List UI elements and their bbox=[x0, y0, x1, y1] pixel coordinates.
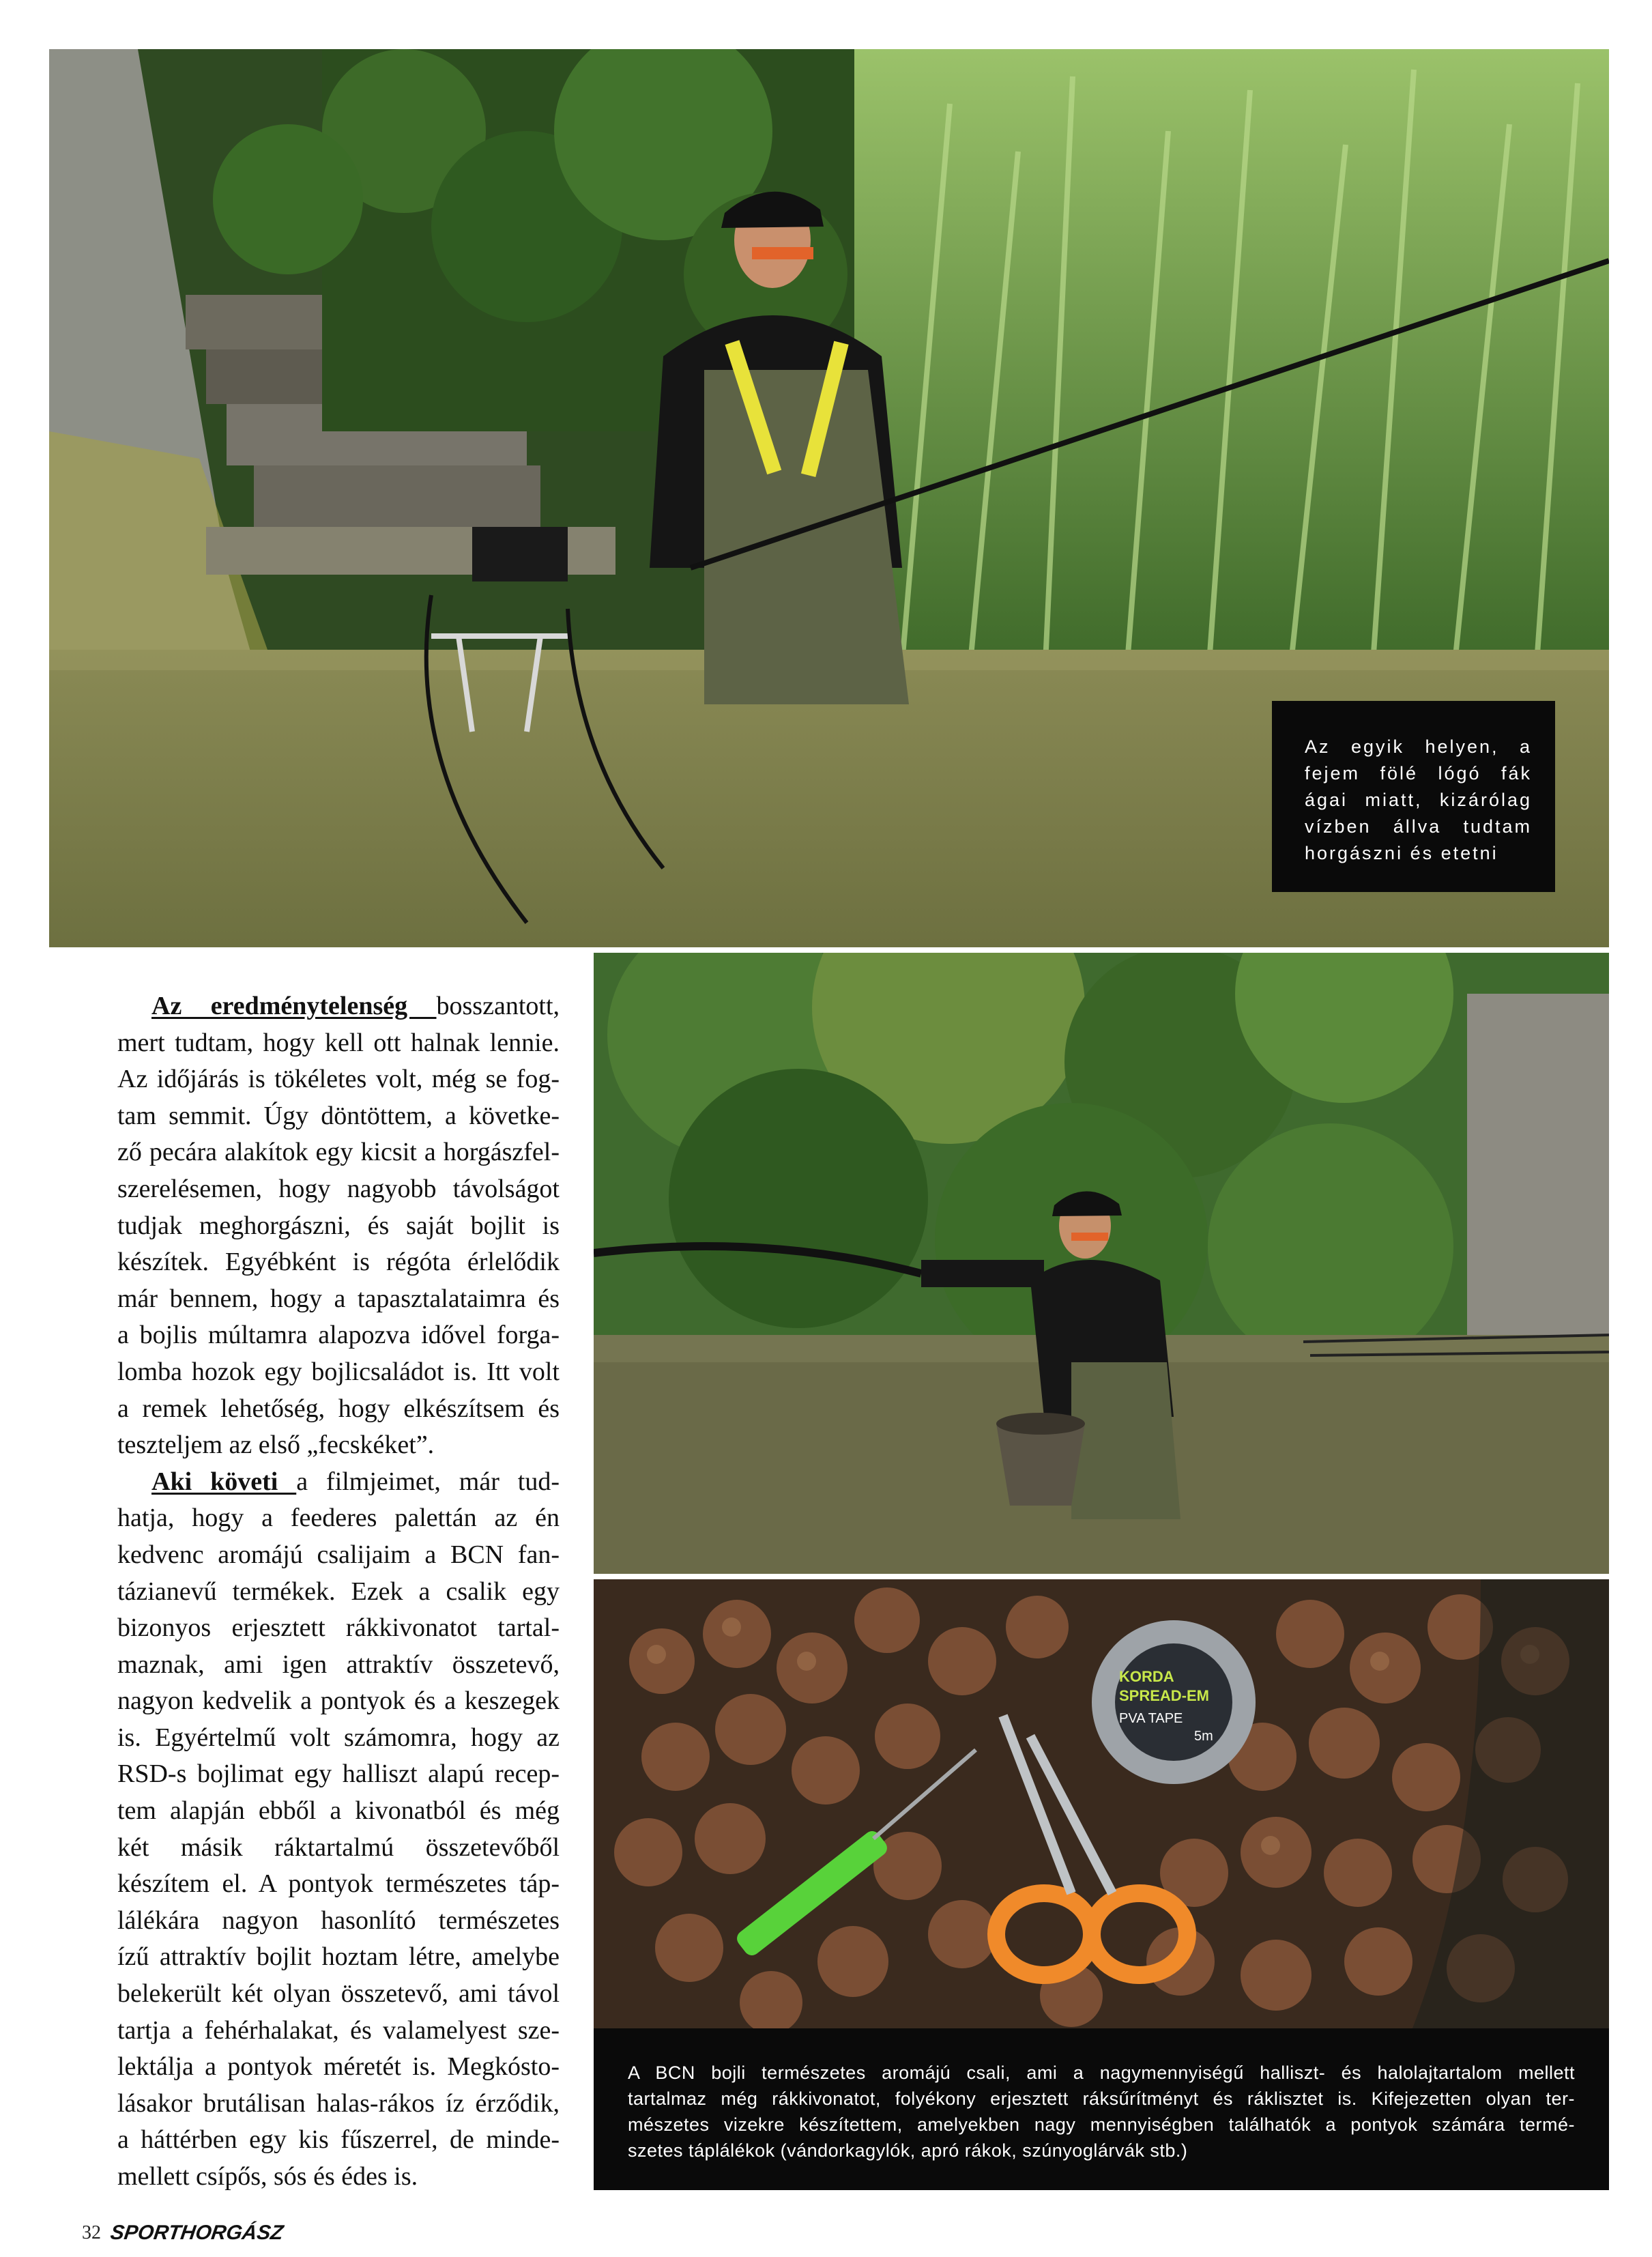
article-line: lásakor brutálisan halas-rákos íz érződik, bbox=[117, 2088, 560, 2118]
article-line: a remek lehetőség, hogy elkészítsem és bbox=[117, 1394, 560, 1423]
photo-caption-bottom bbox=[594, 2028, 1609, 2190]
caption-line: tartalmaz még rákkivonatot, folyékony erjesztett ráksűrítményt és ráklisztet is. Kifejezetten olyan ter- bbox=[628, 2088, 1575, 2109]
photo-caption-top bbox=[1272, 701, 1555, 892]
article-line: kedvenc aromájú csalijaim a BCN fan- bbox=[117, 1540, 560, 1569]
article-line: bizonyos erjesztett rákkivonatot tartal- bbox=[117, 1613, 560, 1643]
tape-brand: KORDA bbox=[1119, 1668, 1174, 1685]
tape-product: SPREAD-EM bbox=[1119, 1687, 1210, 1704]
caption-line: Az egyik helyen, a bbox=[1305, 736, 1532, 757]
article-line: maznak, ami igen attraktív összetevő, bbox=[117, 1650, 560, 1679]
article-line: tartja a fehérhalakat, és valamelyest sze- bbox=[117, 2015, 560, 2045]
caption-line: mészetes vizekre készítettem, amelyekben nagy mennyiségben találhatók a pontyok számára termé- bbox=[628, 2114, 1575, 2135]
caption-line: ágai miatt, kizárólag bbox=[1305, 790, 1532, 810]
page-number: 32 bbox=[82, 2222, 101, 2243]
article-line: lektálja a pontyok méretét is. Megkósto- bbox=[117, 2052, 560, 2082]
photo-angler-casting bbox=[594, 953, 1609, 1574]
article-line: Az időjárás is tökéletes volt, még se fog- bbox=[117, 1065, 560, 1094]
article-line: mert tudtam, hogy kell ott halnak lennie. bbox=[117, 1028, 560, 1057]
article-line bbox=[117, 1464, 560, 1501]
paragraph-lead: Aki követi bbox=[151, 1467, 297, 1496]
paragraph-lead: Az eredménytelenség bbox=[151, 992, 437, 1020]
article-line: is. Egyértelmű volt számomra, hogy az bbox=[117, 1723, 560, 1752]
caption-line: A BCN bojli természetes aromájú csali, ami a nagymennyiségű halliszt- és halolajtartalom mellett bbox=[628, 2062, 1575, 2083]
angler-casting-photo bbox=[594, 953, 1609, 1574]
article-line: szerelésemen, hogy nagyobb távolságot bbox=[117, 1174, 560, 1203]
article-line: hatja, hogy a feederes palettán az én bbox=[117, 1504, 560, 1533]
page-footer bbox=[82, 2219, 283, 2247]
caption-line: horgászni és etetni bbox=[1305, 843, 1498, 863]
article-line: lomba hozok egy bojlicsaládot is. Itt volt bbox=[117, 1357, 560, 1386]
article-body bbox=[117, 988, 560, 2196]
article-line: ízű attraktív bojlit hoztam létre, amelybe bbox=[117, 1942, 560, 1972]
caption-line: fejem fölé lógó fák bbox=[1305, 763, 1532, 784]
article-line: a háttérben egy kis fűszerrel, de minde- bbox=[117, 2125, 560, 2155]
article-line: ző pecára alakítok egy kicsit a horgászfel- bbox=[117, 1138, 560, 1167]
caption-line: szetes táplálékok (vándorkagylók, apró rákok, szúnyoglárvák stb.) bbox=[628, 2140, 1188, 2161]
article-line: tam semmit. Úgy döntöttem, a követke- bbox=[117, 1101, 560, 1130]
article-line: tázianevű termékek. Ezek a csalik egy bbox=[117, 1577, 560, 1606]
tape-spec: PVA TAPE bbox=[1119, 1711, 1183, 1726]
article-text: a filmjeimet, már tud- bbox=[296, 1467, 560, 1496]
article-line: RSD-s bojlimat egy halliszt alapú recep- bbox=[117, 1759, 560, 1789]
article-line: lálékára nagyon hasonlító természetes bbox=[117, 1906, 560, 1935]
article-text: bosszantott, bbox=[436, 992, 560, 1020]
magazine-logo: SPORTHORGÁSZ bbox=[108, 2222, 285, 2244]
article-line: két másik ráktartalmú összetevőből bbox=[117, 1832, 560, 1862]
article-line: tudjak meghorgászni, és saját bojlit is bbox=[117, 1211, 560, 1240]
paragraph-1 bbox=[117, 1025, 560, 1464]
boilies-closeup-photo bbox=[594, 1579, 1609, 2028]
article-line: belekerült két olyan összetevő, ami távol bbox=[117, 1979, 560, 2009]
article-line: nagyon kedvelik a pontyok és a keszegek bbox=[117, 1686, 560, 1716]
article-line: a bojlis múltamra alapozva idővel forga- bbox=[117, 1321, 560, 1350]
photo-boilies-closeup bbox=[594, 1579, 1609, 2028]
article-line: már bennem, hogy a tapasztalataimra és bbox=[117, 1284, 560, 1313]
article-line: készítem el. A pontyok természetes táp- bbox=[117, 1869, 560, 1899]
article-line: tem alapján ebből a kivonatból és még bbox=[117, 1796, 560, 1826]
article-line bbox=[117, 988, 560, 1025]
article-line: készítek. Egyébként is régóta érlelődik bbox=[117, 1248, 560, 1277]
tape-length: 5m bbox=[1194, 1729, 1213, 1744]
article-line: mellett csípős, sós és édes is. bbox=[117, 2162, 418, 2191]
article-line: teszteljem az első „fecskéket”. bbox=[117, 1431, 435, 1460]
paragraph-2 bbox=[117, 1500, 560, 2195]
caption-line: vízben állva tudtam bbox=[1305, 816, 1532, 837]
